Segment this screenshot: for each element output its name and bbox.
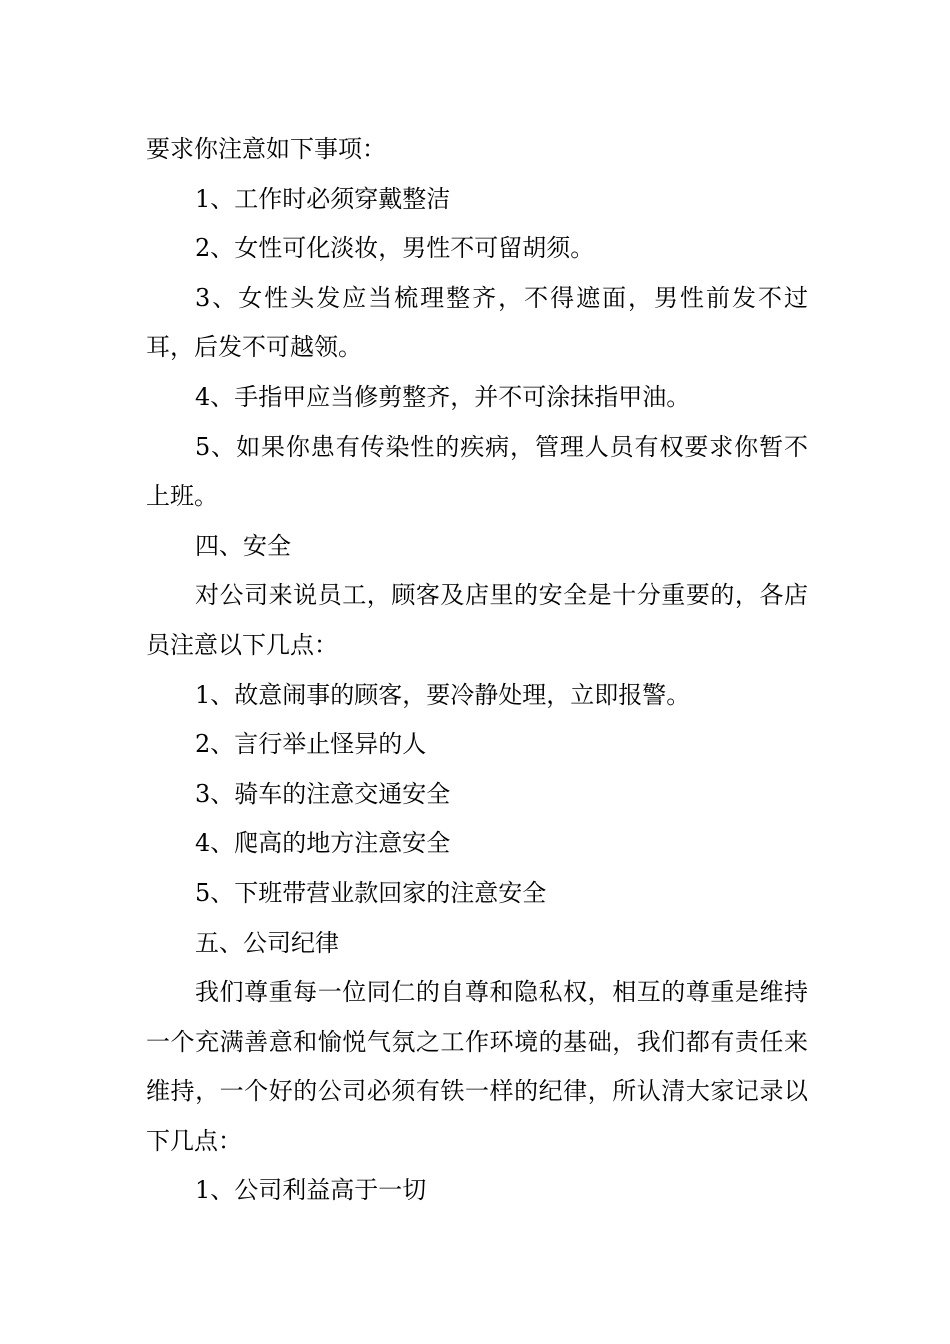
- paragraph-item-5: 5、如果你患有传染性的疾病，管理人员有权要求你暂不上班。: [146, 432, 808, 511]
- paragraph-discipline-intro: 我们尊重每一位同仁的自尊和隐私权，相互的尊重是维持一个充满善意和愉悦气氛之工作环境的基础，我们都有责任来维持，一个好的公司必须有铁一样的纪律，所认清大家记录以下几点：: [146, 978, 808, 1155]
- paragraph-safety-item-2: 2、言行举止怪异的人: [195, 730, 427, 759]
- section-heading-discipline: 五、公司纪律: [195, 928, 339, 957]
- paragraph-intro: 要求你注意如下事项：: [146, 135, 386, 163]
- paragraph-discipline-item-1: 1、公司利益高于一切: [195, 1176, 427, 1205]
- section-heading-safety: 四、安全: [195, 531, 291, 560]
- paragraph-item-2: 2、女性可化淡妆，男性不可留胡须。: [195, 234, 595, 263]
- paragraph-item-3: 3、女性头发应当梳理整齐，不得遮面，男性前发不过耳，后发不可越领。: [146, 283, 808, 362]
- paragraph-safety-intro: 对公司来说员工，顾客及店里的安全是十分重要的，各店员注意以下几点：: [146, 581, 808, 659]
- paragraph-safety-item-1: 1、故意闹事的顾客，要冷静处理，立即报警。: [195, 680, 691, 709]
- paragraph-safety-item-3: 3、骑车的注意交通安全: [195, 779, 451, 808]
- document-body: [146, 125, 808, 1216]
- paragraph-item-4: 4、手指甲应当修剪整齐，并不可涂抹指甲油。: [195, 382, 691, 411]
- paragraph-safety-item-4: 4、爬高的地方注意安全: [195, 829, 451, 858]
- paragraph-item-1: 1、工作时必须穿戴整洁: [195, 184, 451, 213]
- paragraph-safety-item-5: 5、下班带营业款回家的注意安全: [195, 878, 547, 907]
